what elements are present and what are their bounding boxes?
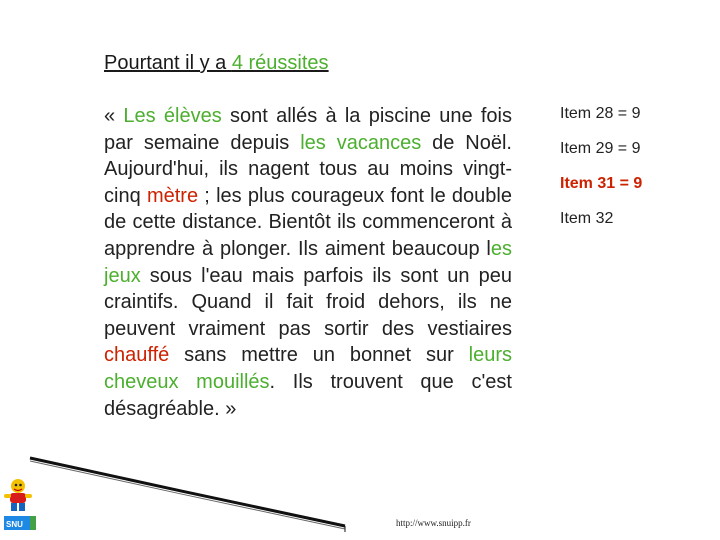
logo-text: SNU (6, 520, 23, 529)
snuipp-logo-icon (0, 468, 40, 540)
passage-segment: . Ils trouvent que c'est désagréable. » (104, 370, 512, 420)
passage-segment: « (104, 105, 124, 127)
passage-segment-green: Les élèves (123, 105, 222, 127)
passage-segment: sont allés à la piscine une fois par semaine depuis (104, 105, 512, 154)
dictation-passage (104, 103, 512, 422)
passage-segment-green: es jeux (104, 237, 512, 287)
passage-segment-red: chauffé (104, 344, 170, 367)
passage-segment: sans mettre un bonnet sur (169, 344, 469, 367)
passage-segment: sous l'eau mais parfois ils sont un peu craintifs. Quand il fait froid dehors, ils ne peuvent vraiment pas sortir des vestiaires (104, 264, 512, 340)
passage-segment: ; les plus courageux font le double de cette distance. Bientôt ils commenceront à apprendre à plonger. Ils aiment beaucoup l (104, 184, 512, 260)
item-score-list (560, 104, 642, 244)
footer-url: http://www.snuipp.fr (396, 518, 471, 528)
passage-segment: de Noël. Aujourd'hui, ils nagent tous au moins vingt-cinq (104, 131, 512, 207)
title-prefix: Pourtant il y a (104, 52, 232, 74)
slide-title (104, 52, 329, 75)
passage-segment-green: les vacances (300, 131, 422, 154)
title-highlight: 4 réussites (231, 52, 329, 74)
item-score: Item 32 (560, 210, 614, 227)
item-score: Item 28 = 9 (560, 105, 641, 122)
passage-segment-red: mètre (146, 184, 199, 207)
item-score: Item 31 = 9 (560, 175, 643, 192)
item-score: Item 29 = 9 (560, 140, 641, 157)
passage-segment-green: leurs cheveux mouillés (104, 344, 512, 393)
